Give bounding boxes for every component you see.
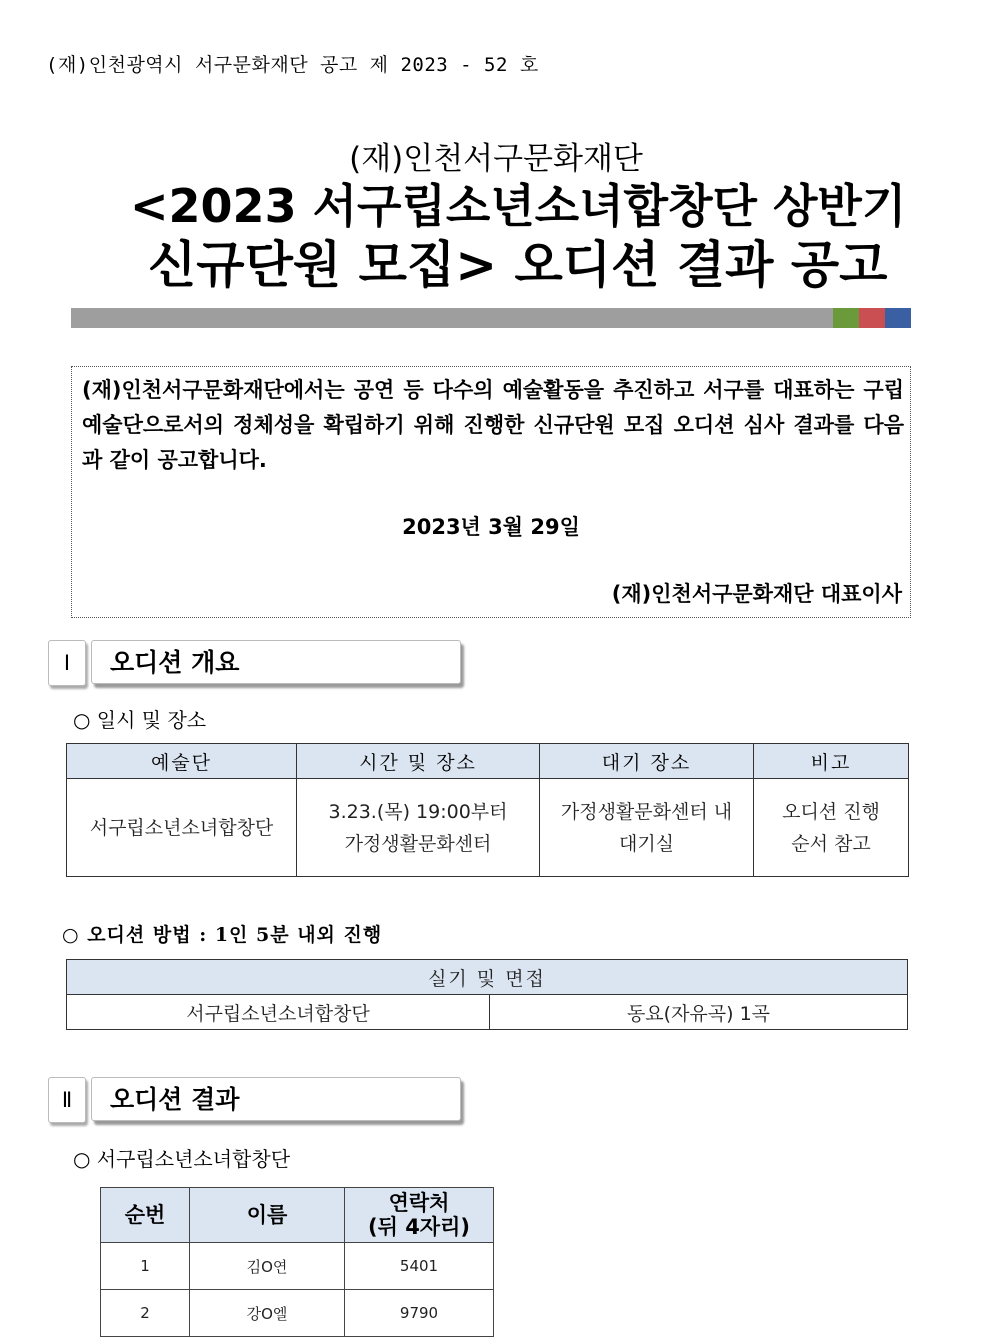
schedule-wait-line2: 대기실 <box>618 832 675 855</box>
results-header-contact-line2: (뒤 4자리) <box>368 1215 470 1239</box>
section2-number: Ⅱ <box>48 1077 86 1123</box>
schedule-header-ensemble: 예술단 <box>67 744 297 779</box>
schedule-cell-note <box>754 779 909 877</box>
announcement-number: (재)인천광역시 서구문화재단 공고 제 2023 - 52 호 <box>46 54 539 76</box>
results-header-contact <box>345 1188 494 1243</box>
schedule-note-line2: 순서 참고 <box>791 832 871 855</box>
result-contact: 9790 <box>345 1290 494 1337</box>
method-cell-ensemble: 서구립소년소녀합창단 <box>67 995 490 1030</box>
notice-body: (재)인천서구문화재단에서는 공연 등 다수의 예술활동을 추진하고 서구를 대표하는 구립예술단으로서의 정체성을 확립하기 위해 진행한 신규단원 모집 오디션 심사 결과를 다음과 같이 공고합니다. <box>82 378 904 472</box>
table-row <box>101 1243 494 1290</box>
results-header-contact-line1: 연락처 <box>388 1191 450 1215</box>
section1-number: Ⅰ <box>48 640 86 686</box>
section1-title: 오디션 개요 <box>91 640 461 684</box>
schedule-header-wait: 대기 장소 <box>540 744 754 779</box>
method-bullet: ○ 오디션 방법 : 1인 5분 내외 진행 <box>62 924 383 946</box>
results-table <box>100 1187 494 1337</box>
green-swatch <box>833 308 859 328</box>
schedule-cell-time <box>297 779 540 877</box>
schedule-time-line1: 3.23.(목) 19:00부터 <box>328 800 508 823</box>
notice-box <box>71 366 911 618</box>
schedule-header-note: 비고 <box>754 744 909 779</box>
method-table <box>66 959 908 1030</box>
schedule-cell-ensemble: 서구립소년소녀합창단 <box>67 779 297 877</box>
page-title-line1: <2023 서구립소년소녀합창단 상반기 <box>130 179 907 233</box>
organization-name: (재)인천서구문화재단 <box>349 141 643 177</box>
method-header: 실기 및 면접 <box>67 960 908 995</box>
notice-signature: (재)인천서구문화재단 대표이사 <box>611 582 902 606</box>
schedule-table <box>66 743 909 877</box>
schedule-time-line2: 가정생활문화센터 <box>344 832 492 855</box>
result-contact: 5401 <box>345 1243 494 1290</box>
schedule-bullet: ○ 일시 및 장소 <box>73 708 207 732</box>
ensemble-bullet: ○ 서구립소년소녀합창단 <box>73 1147 291 1171</box>
results-header-no: 순번 <box>101 1188 190 1243</box>
schedule-wait-line1: 가정생활문화센터 내 <box>560 800 733 823</box>
result-no: 2 <box>101 1290 190 1337</box>
result-name: 강O엘 <box>190 1290 345 1337</box>
notice-date: 2023년 3월 29일 <box>402 515 580 539</box>
title-rule <box>71 308 833 328</box>
blue-swatch <box>885 308 911 328</box>
page-title-line2: 신규단원 모집> 오디션 결과 공고 <box>148 236 888 294</box>
result-name: 김O연 <box>190 1243 345 1290</box>
schedule-note-line1: 오디션 진행 <box>782 800 880 823</box>
table-row <box>101 1290 494 1337</box>
red-swatch <box>859 308 885 328</box>
method-cell-requirement: 동요(자유곡) 1곡 <box>490 995 908 1030</box>
section2-title: 오디션 결과 <box>91 1077 461 1121</box>
results-header-name: 이름 <box>190 1188 345 1243</box>
result-no: 1 <box>101 1243 190 1290</box>
schedule-header-time: 시간 및 장소 <box>297 744 540 779</box>
schedule-cell-wait <box>540 779 754 877</box>
